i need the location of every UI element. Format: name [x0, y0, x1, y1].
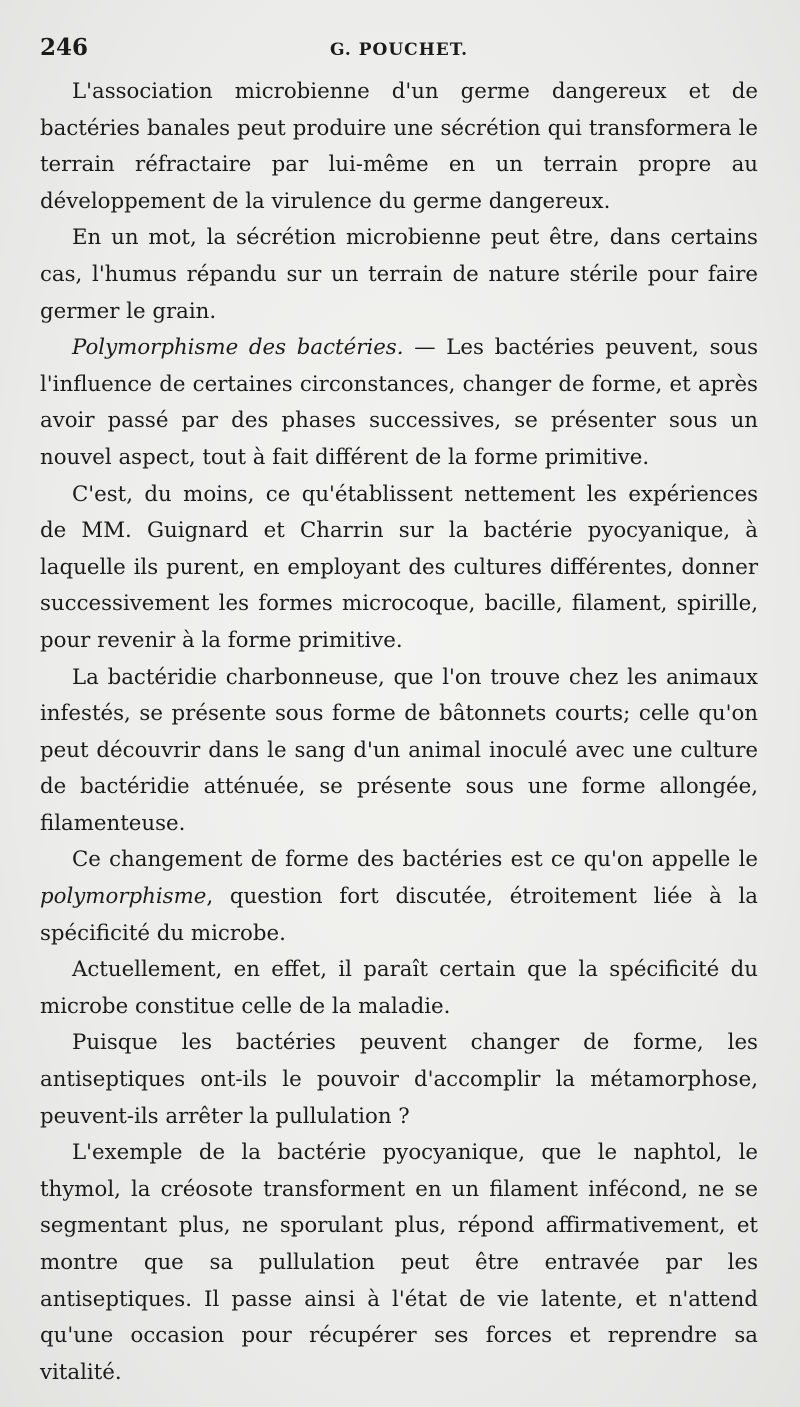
paragraph: Ce changement de forme des bactéries est ce qu'on appelle le polymorphisme, question fort discutée, étroitement liée à la spécificité du microbe. [40, 847, 758, 946]
body-text [40, 74, 758, 1391]
paragraph: La bactéridie charbonneuse, que l'on trouve chez les animaux infestés, se présente sous forme de bâtonnets courts; celle qu'on peut découvrir dans le sang d'un animal inoculé avec une culture de bactéridie atténuée, se présente sous une forme allongée, filamenteuse. [40, 664, 758, 836]
paragraph: Polymorphisme des bactéries. — Les bactéries peuvent, sous l'influence de certaines circonstances, changer de forme, et après avoir passé par des phases successives, se présenter sous un nouvel aspect, tout à fait différent de la forme primitive. [40, 335, 758, 470]
emphasis-term: polymorphisme [40, 884, 207, 910]
paragraph: Actuellement, en effet, il paraît certain que la spécificité du microbe constitue celle de la maladie. [40, 957, 758, 1019]
paragraph: C'est, du moins, ce qu'établissent nettement les expériences de MM. Guignard et Charrin sur la bactérie pyocyanique, à laquelle ils purent, en employant des cultures différentes, donner successivement les formes microcoque, bacille, filament, spirille, pour revenir à la forme primitive. [40, 481, 758, 653]
paragraph: En un mot, la sécrétion microbienne peut être, dans certains cas, l'humus répandu sur un terrain de nature stérile pour faire germer le grain. [40, 225, 758, 324]
running-head [40, 34, 758, 74]
paragraph: Puisque les bactéries peuvent changer de forme, les antiseptiques ont-ils le pouvoir d'accomplir la métamorphose, peuvent-ils arrêter la pullulation ? [40, 1030, 758, 1129]
page-number: 246 [40, 34, 89, 61]
section-heading: Polymorphisme des bactéries. [72, 335, 404, 361]
paragraph: L'exemple de la bactérie pyocyanique, que le naphtol, le thymol, la créosote transforment en un filament infécond, ne se segmentant plus, ne sporulant plus, répond affirmativement, et montre que sa pullulation peut être entravée par les antiseptiques. Il passe ainsi à l'état de vie latente, et n'attend qu'une occasion pour récupérer ses forces et reprendre sa vitalité. [40, 1140, 758, 1385]
paragraph: L'association microbienne d'un germe dangereux et de bactéries banales peut produire une sécrétion qui transformera le terrain réfractaire par lui-même en un terrain propre au développement de la virulence du germe dangereux. [40, 79, 758, 214]
running-title: G. POUCHET. [330, 40, 469, 60]
